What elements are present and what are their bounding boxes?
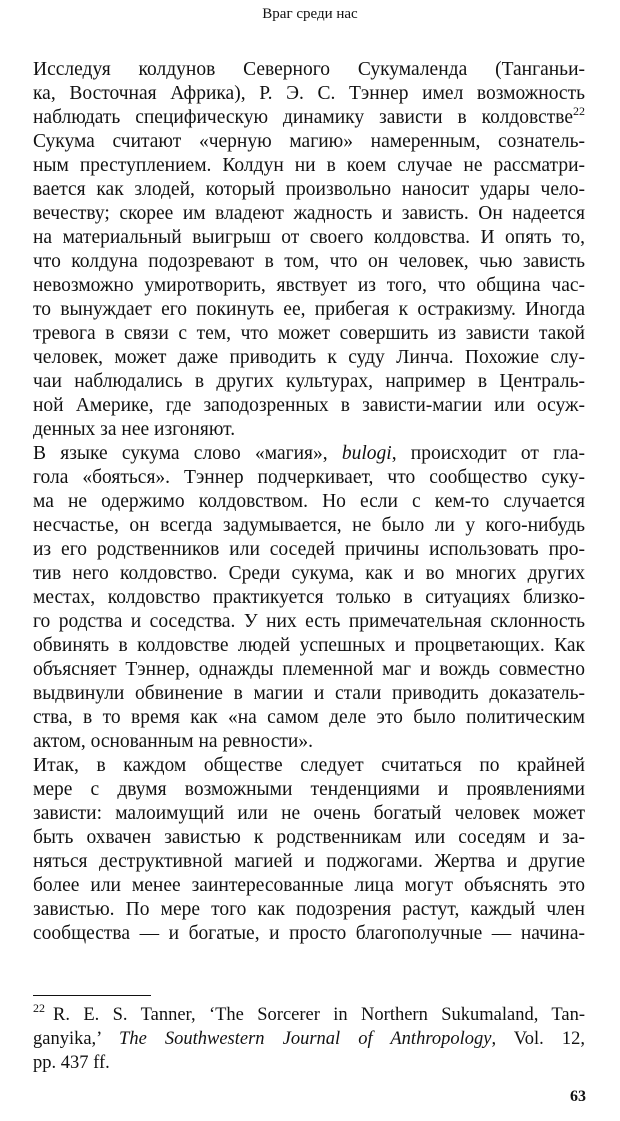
text-line: Сукума считают «черную магию» намеренным, сознатель- [33,131,585,152]
text-line: завистью. По мере того как подозрения растут, каждый член [33,899,585,920]
text-line: тревога в связи с тем, что может совершить из зависти такой [33,323,585,344]
text-line: вается как злодей, который произвольно наносит удары чело- [33,179,585,200]
footnote-line: ganyika,’ The Southwestern Journal of Anthropology, Vol. 12, [33,1029,585,1049]
page-number: 63 [570,1088,586,1105]
text-line: Итак, в каждом обществе следует считаться по крайней [33,755,585,776]
italic-term: bulogi [341,443,392,464]
text-line: Исследуя колдунов Северного Сукумаленда (Танганьи- [33,59,585,80]
text-line: человек, может даже приводить к суду Линча. Похожие слу- [33,347,585,368]
text-line: гола «бояться». Тэннер подчеркивает, что сообщество суку- [33,467,585,488]
footnote-rule [33,995,151,996]
text-line: ным преступлением. Колдун ни в коем случае не рассматри- [33,155,585,176]
text-line: мере с двумя возможными тенденциями и проявлениями [33,779,585,800]
journal-title: The Southwestern Journal of Anthropology [119,1029,492,1049]
text-line: сообщества — и богатые, и просто благополучные — начина- [33,923,585,944]
text-line: объясняет Тэннер, однажды племенной маг и вождь совместно [33,659,585,680]
footnote-number: 22 [33,1001,45,1015]
text-line: обвинять в колдовстве людей успешных и процветающих. Как [33,635,585,656]
footnote-marker: 22 [573,104,585,118]
text-line: местах, колдовство практикуется только в ситуациях близко- [33,587,585,608]
text-line: чаи наблюдались в других культурах, например в Централь- [33,371,585,392]
text-line: на материальный выигрыш от своего колдовства. И опять то, [33,227,585,248]
text-line: из его родственников или соседей причины использовать про- [33,539,585,560]
text-line: быть охвачен завистью к родственникам или соседям и за- [33,827,585,848]
text-line: то вынуждает его покинуть ее, прибегая к остракизму. Иногда [33,299,585,320]
text-line: денных за нее изгоняют. [33,419,236,440]
text-line: вечеству; скорее им владеют жадность и зависть. Он надеется [33,203,585,224]
text-line: тив него колдовство. Среди сукума, как и во многих других [33,563,585,584]
text-line: выдвинули обвинение в магии и стали приводить доказатель- [33,683,585,704]
text-line: более или менее заинтересованные лица могут объяснять это [33,875,585,896]
footnote-line: pp. 437 ff. [33,1053,110,1073]
text-line: невозможно умиротворить, явствует из того, что община час- [33,275,585,296]
text-line: актом, основанным на ревности». [33,731,313,752]
text-line: зависти: малоимущий или не очень богатый человек может [33,803,585,824]
text-line: няться деструктивной магией и поджогами. Жертва и другие [33,851,585,872]
text-line: ства, в то время как «на самом деле это было политическим [33,707,585,728]
footnote-line: $^{22}$ R. E. S. Tanner, ‘The Sorcerer in Northern Sukumaland, Tan- [33,1001,585,1025]
text-line: ка, Восточная Африка), Р. Э. С. Тэннер имел возможность [33,83,585,104]
running-head: Враг среди нас [262,6,358,22]
text-line: наблюдать специфическую динамику зависти в колдовстве$^{22}$ [33,104,585,128]
text-line: го родства и соседства. У них есть примечательная склонность [33,611,585,632]
text-line: В языке сукума слово «магия», bulogi, происходит от гла- [33,443,585,464]
text-line: ма не одержимо колдовством. Но если с кем-то случается [33,491,585,512]
text-line: что колдуна подозревают в том, что он человек, чью зависть [33,251,585,272]
text-line: несчастье, он всегда задумывается, не было ли у кого-нибудь [33,515,585,536]
text-line: ной Америке, где заподозренных в зависти-магии или осуж- [33,395,585,416]
